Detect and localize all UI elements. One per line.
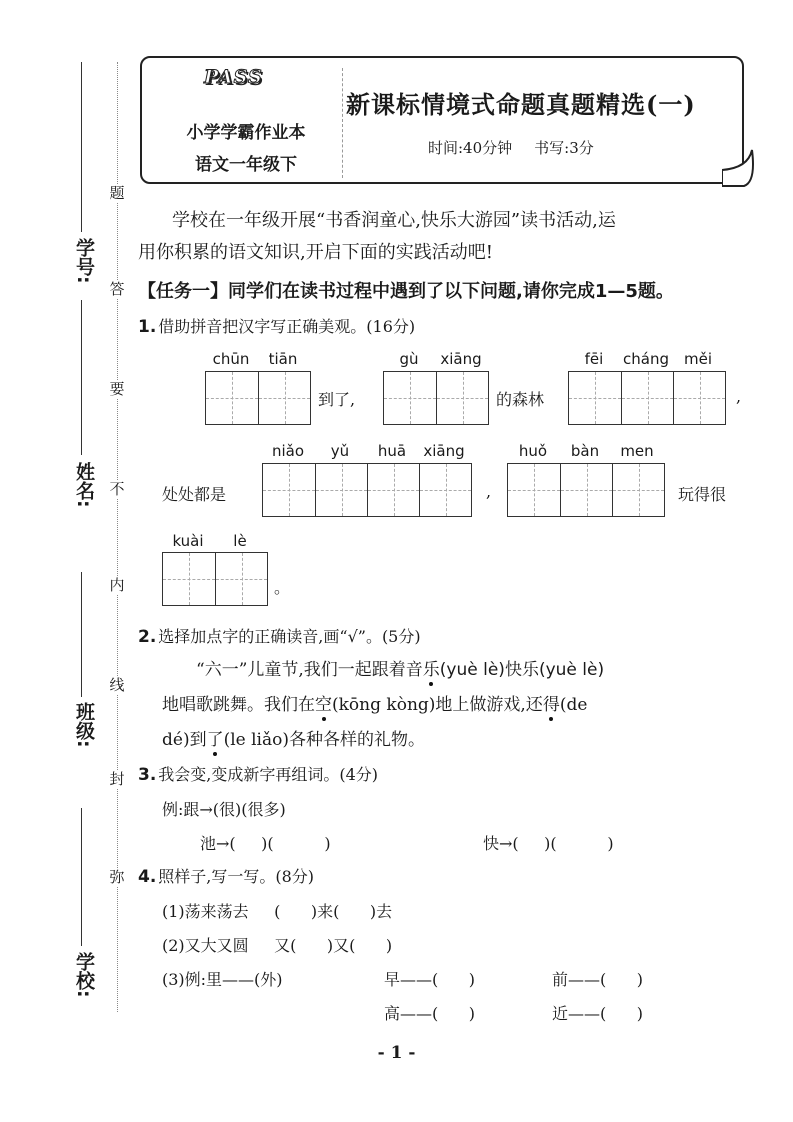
exam-meta (428, 137, 594, 158)
task-1-heading: 【任务一】同学们在读书过程中遇到了以下问题,请你完成1—5题。 (138, 281, 674, 302)
writing-cell[interactable] (215, 553, 267, 605)
q1-text-3: , (736, 387, 742, 406)
pinyin: lè (233, 532, 247, 550)
q4-line-2[interactable]: (2)又大又圆 又( )又( ) (162, 936, 393, 955)
q1-text-2: 的森林 (496, 390, 545, 409)
student-id-label: 学号: (73, 238, 95, 284)
q2-heading (138, 624, 421, 647)
q4-line-3-b[interactable]: 早——( ) (384, 970, 476, 989)
q2-line-3: dé)到了(le liǎo)各种各样的礼物。 (162, 730, 425, 750)
writing-cell[interactable] (258, 372, 310, 424)
pinyin: kuài (172, 532, 204, 550)
q1-text-7: 。 (274, 578, 291, 597)
writing-cell[interactable] (436, 372, 488, 424)
writing-cell[interactable] (384, 372, 436, 424)
writing-cell[interactable] (569, 372, 621, 424)
page-number: - 1 - (377, 1043, 416, 1063)
q1-number: 1. (138, 317, 157, 337)
q1-text-1: 到了, (318, 390, 356, 409)
q4-heading (138, 864, 314, 887)
seal-char-1: 题 (103, 184, 131, 202)
q4-number: 4. (138, 867, 157, 887)
writing-cell[interactable] (621, 372, 673, 424)
name-line[interactable] (81, 300, 82, 455)
q1-text-5: , (486, 482, 492, 501)
pinyin: bàn (570, 442, 600, 460)
q1-heading (138, 314, 415, 337)
q2-number: 2. (138, 627, 157, 647)
pinyin: xiāng (440, 350, 482, 368)
writing-cell[interactable] (560, 464, 612, 516)
q4-line-4-b[interactable]: 高——( ) (384, 1004, 476, 1023)
class-line[interactable] (81, 572, 82, 697)
dotted-char: 空 (315, 695, 332, 715)
pass-logo: PASS (204, 66, 263, 88)
pinyin: fēi (584, 350, 604, 368)
writing-cell[interactable] (206, 372, 258, 424)
school-label: 学校: (73, 952, 95, 998)
seal-char-6: 线 (103, 676, 131, 694)
exam-time: 时间:40分钟 (428, 139, 513, 157)
q4-line-3-example: (3)例:里——(外) (162, 970, 283, 989)
q3-number: 3. (138, 765, 157, 785)
writing-cell[interactable] (419, 464, 471, 516)
q1-text-4: 处处都是 (162, 485, 227, 504)
seal-char-4: 不 (103, 480, 131, 498)
exam-writing-score: 书写:3分 (534, 139, 594, 157)
writing-cell[interactable] (367, 464, 419, 516)
q4-line-1[interactable]: (1)荡来荡去 ( )来( )去 (162, 902, 393, 921)
q1-text: 借助拼音把汉字写正确美观。(16分) (158, 317, 416, 336)
brand-grade: 语文一年级下 (195, 155, 297, 175)
pinyin: huǒ (518, 442, 548, 460)
dotted-char: 了 (206, 730, 224, 750)
dotted-char: 得 (542, 695, 560, 715)
pinyin: huā (377, 442, 407, 460)
writing-grid-2[interactable] (383, 371, 489, 425)
q2-line-2: 地唱歌跳舞。我们在空(kōng kòng)地上做游戏,还得(de (162, 695, 588, 715)
writing-grid-1[interactable] (205, 371, 311, 425)
seal-char-2: 答 (103, 280, 131, 298)
pinyin: tiān (268, 350, 298, 368)
exam-title: 新课标情境式命题真题精选(一) (346, 90, 696, 119)
writing-cell[interactable] (673, 372, 725, 424)
q4-line-4-c[interactable]: 近——( ) (552, 1004, 644, 1023)
q3-item-2[interactable]: 快→( )( ) (483, 834, 614, 853)
q3-item-1[interactable]: 池→( )( ) (200, 834, 331, 853)
intro-line-1: 学校在一年级开展“书香润童心,快乐大游园”读书活动,运 (172, 210, 616, 231)
writing-cell[interactable] (263, 464, 315, 516)
writing-cell[interactable] (163, 553, 215, 605)
brand-series: 小学学霸作业本 (186, 123, 306, 143)
pinyin: chūn (212, 350, 250, 368)
seal-char-8: 弥 (103, 868, 131, 886)
writing-cell[interactable] (612, 464, 664, 516)
q3-example: 例:跟→(很)(很多) (162, 800, 286, 819)
pinyin: niǎo (271, 442, 305, 460)
header-divider (342, 68, 343, 178)
q2-text: 选择加点字的正确读音,画“√”。(5分) (158, 627, 421, 646)
seal-char-3: 要 (103, 380, 131, 398)
pinyin: měi (683, 350, 712, 368)
q1-text-6: 玩得很 (678, 485, 727, 504)
q4-line-3-c[interactable]: 前——( ) (552, 970, 644, 989)
intro-line-2: 用你积累的语文知识,开启下面的实践活动吧! (138, 242, 493, 263)
page-curl-icon (722, 146, 758, 190)
name-label: 姓名: (73, 462, 95, 508)
dotted-char: 乐 (422, 660, 440, 680)
school-line[interactable] (81, 808, 82, 946)
writing-cell[interactable] (508, 464, 560, 516)
pinyin: yǔ (330, 442, 350, 460)
pinyin: xiāng (423, 442, 465, 460)
pinyin: gù (399, 350, 419, 368)
q4-text: 照样子,写一写。(8分) (158, 867, 315, 886)
student-id-line[interactable] (81, 62, 82, 232)
writing-grid-5[interactable] (507, 463, 665, 517)
q3-text: 我会变,变成新字再组词。(4分) (158, 765, 379, 784)
class-label: 班级: (73, 702, 95, 748)
pinyin: men (620, 442, 654, 460)
q2-line-1: “六一”儿童节,我们一起跟着音乐(yuè lè)快乐(yuè lè) (196, 660, 605, 680)
seal-char-7: 封 (103, 770, 131, 788)
q3-heading (138, 762, 378, 785)
seal-char-5: 内 (103, 576, 131, 594)
writing-grid-3[interactable] (568, 371, 726, 425)
writing-cell[interactable] (315, 464, 367, 516)
writing-grid-6[interactable] (162, 552, 268, 606)
pinyin: cháng (623, 350, 669, 368)
writing-grid-4[interactable] (262, 463, 472, 517)
